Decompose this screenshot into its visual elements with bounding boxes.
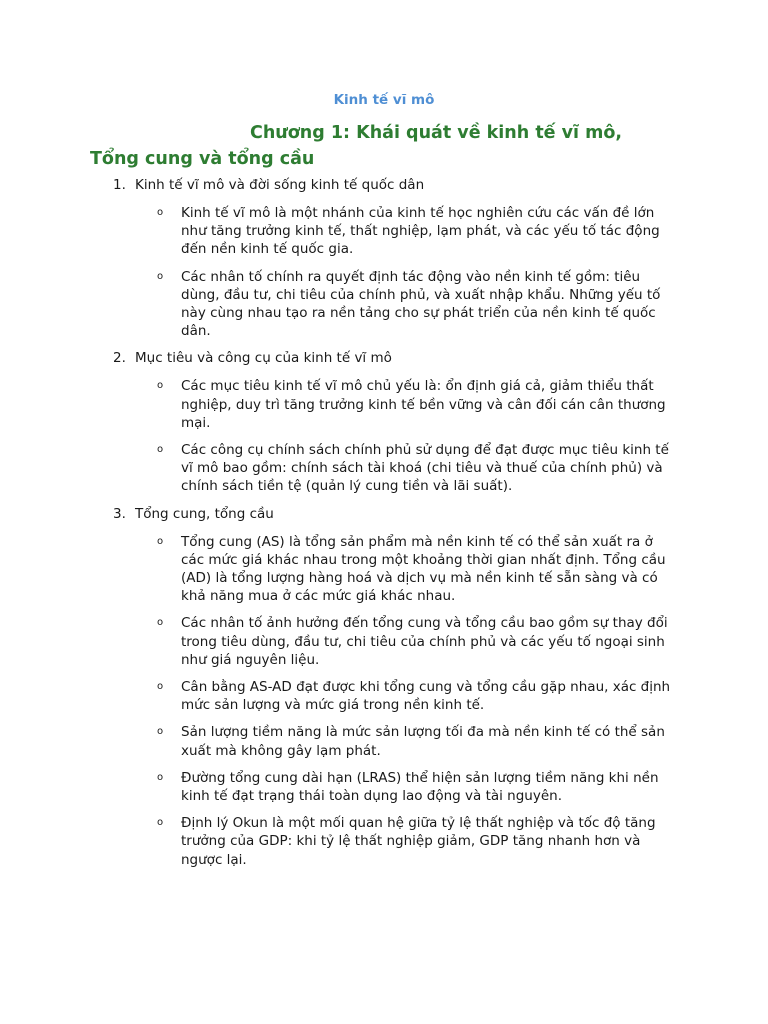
list-item [0,377,676,432]
section-1 [0,176,768,340]
list-item-text: Tổng cung (AS) là tổng sản phẩm mà nền kinh tế có thể sản xuất ra ở các mức giá khác nhau trong một khoảng thời gian nhất định. Tổng cầu (AD) là tổng lượng hàng hoá và dịch vụ mà nền kinh tế sẵn sàng và có khả năng mua ở các mức giá khác nhau. [181,533,666,605]
document-title: Kinh tế vĩ mô [333,92,435,108]
section-number: 2. [113,350,126,367]
circle-bullet-icon: o [157,535,164,547]
list-item-text: Sản lượng tiềm năng là mức sản lượng tối đa mà nền kinh tế có thể sản xuất mà không gây lạm phát. [181,724,665,759]
section-heading-text: Mục tiêu và công cụ của kinh tế vĩ mô [135,350,392,367]
section-2 [0,349,768,495]
bullet-list [0,377,768,495]
chapter-title [90,120,690,172]
section-3 [0,505,768,869]
section-heading-text: Kinh tế vĩ mô và đời sống kinh tế quốc dân [135,177,425,193]
list-item-text: Cân bằng AS-AD đạt được khi tổng cung và tổng cầu gặp nhau, xác định mức sản lượng và mức giá trong nền kinh tế. [181,679,671,714]
section-heading [0,505,768,524]
list-item [0,723,676,759]
circle-bullet-icon: o [157,207,164,218]
list-item-text: Các mục tiêu kinh tế vĩ mô chủ yếu là: ổn định giá cả, giảm thiểu thất nghiệp, duy trì tăng trưởng kinh tế bền vững và cân đối cán cân thương mại. [181,378,666,431]
chapter-title-line-2: Tổng cung và tổng cầu [90,149,315,169]
list-item-text: Định lý Okun là một mối quan hệ giữa tỷ lệ thất nghiệp và tốc độ tăng trưởng của GDP: khi tỷ lệ thất nghiệp giảm, GDP tăng nhanh hơn và ngược lại. [181,815,656,868]
bullet-list [0,533,768,869]
section-number: 3. [113,505,126,522]
list-item [0,678,676,714]
circle-bullet-icon: o [157,380,164,392]
list-item [0,533,676,606]
list-item-text: Kinh tế vĩ mô là một nhánh của kinh tế học nghiên cứu các vấn đề lớn như tăng trưởng kinh tế, thất nghiệp, lạm phát, và các yếu tố tác động đến nền kinh tế quốc gia. [181,205,660,258]
section-heading-text: Tổng cung, tổng cầu [135,505,274,522]
section-heading [0,176,768,195]
bullet-list [0,204,768,340]
circle-bullet-icon: o [157,726,164,738]
circle-bullet-icon: o [157,444,164,456]
chapter-title-line-1: Chương 1: Khái quát về kinh tế vĩ mô, [250,123,623,143]
list-item-text: Đường tổng cung dài hạn (LRAS) thể hiện sản lượng tiềm năng khi nền kinh tế đạt trạng thái toàn dụng lao động và tài nguyên. [181,769,659,805]
circle-bullet-icon: o [157,771,164,783]
list-item [0,814,676,869]
section-list [0,176,768,878]
list-item-text: Các nhân tố ảnh hưởng đến tổng cung và tổng cầu bao gồm sự thay đổi trong tiêu dùng, đầu tư, chi tiêu của chính phủ và các yếu tố ngoại sinh như giá nguyên liệu. [181,615,668,668]
circle-bullet-icon: o [157,617,164,629]
circle-bullet-icon: o [157,817,164,829]
section-heading [0,349,768,368]
list-item [0,204,676,259]
circle-bullet-icon: o [157,681,164,693]
list-item [0,614,676,669]
list-item [0,769,676,805]
list-item [0,268,676,341]
circle-bullet-icon: o [157,270,164,282]
list-item [0,441,676,496]
list-item-text: Các công cụ chính sách chính phủ sử dụng để đạt được mục tiêu kinh tế vĩ mô bao gồm: chính sách tài khoá (chi tiêu và thuế của chính phủ) và chính sách tiền tệ (quản lý cung tiền và lãi suất). [181,442,669,495]
list-item-text: Các nhân tố chính ra quyết định tác động vào nền kinh tế gồm: tiêu dùng, đầu tư, chi tiêu của chính phủ, và xuất nhập khẩu. Những yếu tố này cùng nhau tạo ra nền tảng cho sự phát triển của nền kinh tế quốc dân. [181,268,661,340]
section-number: 1. [113,177,126,193]
